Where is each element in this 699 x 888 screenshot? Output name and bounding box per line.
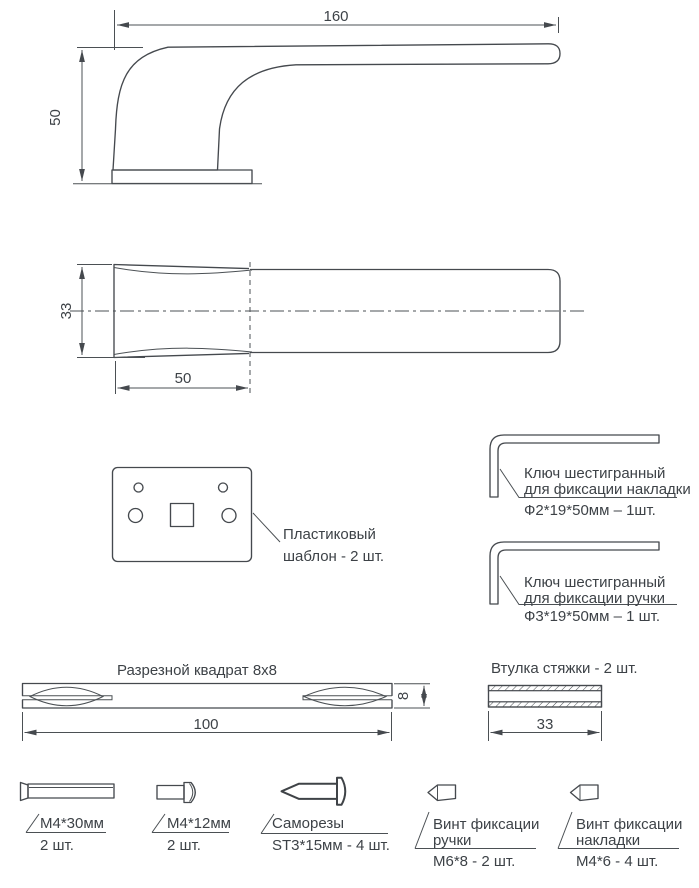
dim-spindle-size (394, 684, 430, 708)
hex-key-plate-spec: Ф2*19*50мм – 1шт. (524, 502, 656, 519)
fastener-bolt-short (152, 783, 231, 855)
hex-key-handle-label1: Ключ шестигранный (524, 574, 666, 591)
set-screw-plate-label1: Винт фиксации (576, 816, 683, 833)
dim-spindle-length (23, 712, 392, 741)
tie-sleeve (489, 660, 638, 741)
fastener-set-screw-plate (558, 785, 682, 870)
spindle-spring-left (30, 687, 103, 706)
dim-sleeve-length (489, 711, 602, 741)
self-tapping-screw-icon (282, 784, 338, 799)
hex-key-handle-spec: Ф3*19*50мм – 1 шт. (524, 608, 661, 625)
set-screw-handle-label1: Винт фиксации (433, 816, 540, 833)
spindle-title: Разрезной квадрат 8x8 (117, 662, 277, 679)
template-hole-small-left (134, 483, 143, 492)
handle-top-view (58, 262, 588, 394)
dim-top-width-value: 50 (174, 370, 192, 387)
dim-spindle-length-value: 100 (193, 716, 219, 733)
sleeve-hatch-top (489, 686, 602, 691)
hex-key-plate-label2: для фиксации накладки (524, 481, 691, 498)
bolt-short-shaft (157, 786, 184, 800)
split-square-spindle (21, 662, 430, 741)
plastic-template (113, 468, 385, 566)
sleeve-hatch-bottom (489, 702, 602, 707)
set-screw-handle-spec: М6*8 - 2 шт. (433, 853, 516, 870)
bolt-long-icon (21, 783, 29, 801)
handle-side-outline (113, 44, 560, 170)
dim-top-width (116, 361, 249, 394)
hex-key-plate-label1: Ключ шестигранный (524, 465, 666, 482)
hex-key-handle (490, 542, 677, 625)
set-screw-plate-icon (571, 785, 599, 801)
dim-side-width-value: 160 (323, 8, 349, 25)
dim-top-height-value: 33 (58, 302, 75, 320)
set-screw-handle-label2: ручки (433, 832, 472, 849)
set-screw-plate-spec: М4*6 - 4 шт. (576, 853, 659, 870)
bolt-short-head-curve (190, 784, 193, 802)
fastener-set-screw-handle (415, 785, 539, 870)
spindle-slot-opening-left (21, 696, 24, 700)
set-screw-handle-icon (428, 785, 456, 801)
dim-side-height (47, 48, 143, 182)
template-hole-large-left (129, 509, 143, 523)
spindle-spring-right (304, 687, 386, 706)
fastener-self-tapping (261, 778, 390, 854)
hex-key-plate (490, 435, 691, 519)
template-hole-large-right (222, 509, 236, 523)
handle-side-view (47, 8, 560, 184)
bolt-short-icon (184, 783, 195, 803)
template-label-line1: Пластиковый (283, 526, 376, 543)
bolt-long-name: М4*30мм (40, 815, 104, 832)
fastener-bolt-long (21, 783, 115, 855)
set-screw-plate-label2: накладки (576, 832, 641, 849)
hex-key-handle-label2: для фиксации ручки (524, 590, 666, 607)
handle-base-plate-side (112, 170, 252, 184)
spindle-slot-opening-right (391, 696, 394, 700)
sleeve-title: Втулка стяжки - 2 шт. (491, 660, 638, 677)
self-tapping-screw-head (337, 778, 345, 805)
bolt-short-name: М4*12мм (167, 815, 231, 832)
dim-side-height-value: 50 (47, 109, 64, 126)
template-outline (113, 468, 252, 562)
dim-spindle-size-value: 8 (395, 691, 412, 701)
template-leader-line (253, 513, 280, 542)
self-tapping-name: Саморезы (272, 815, 345, 832)
bolt-short-qty: 2 шт. (167, 837, 201, 854)
dim-sleeve-length-value: 33 (536, 716, 554, 733)
bolt-long-qty: 2 шт. (40, 837, 74, 854)
template-square-hole (171, 504, 194, 527)
template-label-line2: шаблон - 2 шт. (283, 548, 385, 565)
bolt-long-shaft (28, 784, 114, 798)
template-hole-small-right (219, 483, 228, 492)
self-tapping-spec: ST3*15мм - 4 шт. (272, 837, 390, 854)
